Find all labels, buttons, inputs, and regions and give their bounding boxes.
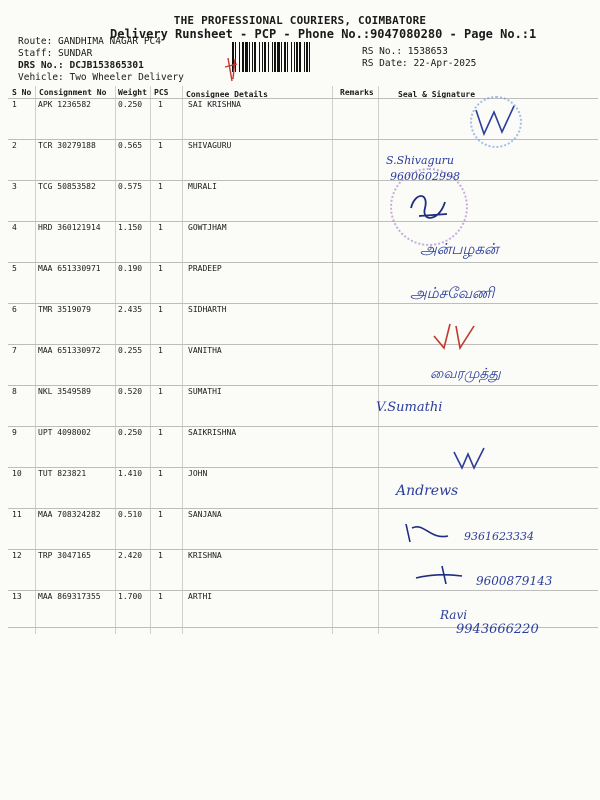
signature-row-10: Andrews (396, 483, 459, 499)
row-pcs: 1 (158, 182, 163, 191)
row-consignee: MURALI (188, 182, 217, 191)
row-pcs: 1 (158, 510, 163, 519)
row-pcs: 1 (158, 592, 163, 601)
row-divider (8, 221, 598, 222)
row-consignment-no: MAA 651330971 (38, 264, 101, 273)
handwritten-mark-icon (222, 55, 246, 85)
signature-row-13-name: Ravi (440, 608, 468, 622)
signature-row-13-phone: 9943666220 (456, 622, 539, 637)
row-pcs: 1 (158, 264, 163, 273)
row-pcs: 1 (158, 469, 163, 478)
row-divider (8, 385, 598, 386)
row-consignee: PRADEEP (188, 264, 222, 273)
row-weight: 1.410 (118, 469, 143, 478)
row-consignee: SAIKRISHNA (188, 428, 237, 437)
rs-number: RS No.: 1538653 (362, 46, 448, 57)
row-pcs: 1 (158, 223, 163, 232)
row-weight: 0.255 (118, 346, 143, 355)
row-consignee: SAI KRISHNA (188, 100, 241, 109)
signature-row-11-phone: 9361623334 (464, 530, 534, 543)
row-sno: 11 (12, 510, 22, 519)
row-consignee: GOWTJHAM (188, 223, 227, 232)
row-pcs: 1 (158, 551, 163, 560)
row-consignment-no: TCR 30279188 (38, 141, 96, 150)
row-consignee: SHIVAGURU (188, 141, 232, 150)
row-divider (8, 549, 598, 550)
row-consignment-no: TUT 823821 (38, 469, 87, 478)
row-divider (8, 508, 598, 509)
column-consignment: Consignment No (39, 88, 107, 97)
row-pcs: 1 (158, 141, 163, 150)
signature-row-11-mark (400, 518, 460, 548)
row-sno: 9 (12, 428, 17, 437)
row-sno: 4 (12, 223, 17, 232)
row-weight: 0.565 (118, 141, 143, 150)
row-pcs: 1 (158, 428, 163, 437)
drs-number: DRS No.: DCJB153865301 (18, 60, 144, 71)
row-consignment-no: APK 1236582 (38, 100, 91, 109)
rs-date: RS Date: 22-Apr-2025 (362, 58, 477, 69)
route-label: Route: GANDHIMA NAGAR PC4 (18, 36, 161, 47)
row-weight: 2.435 (118, 305, 143, 314)
row-consignment-no: HRD 360121914 (38, 223, 101, 232)
row-consignee: SANJANA (188, 510, 222, 519)
signature-row-12-phone: 9600879143 (476, 574, 553, 588)
row-pcs: 1 (158, 100, 163, 109)
signature-row-8: V.Sumathi (376, 400, 443, 415)
row-consignment-no: TMR 3519079 (38, 305, 91, 314)
row-consignee: SIDHARTH (188, 305, 227, 314)
signature-row-9 (450, 444, 490, 474)
row-sno: 10 (12, 469, 22, 478)
signature-row-7: வைரமுத்து (430, 366, 501, 382)
row-sno: 12 (12, 551, 22, 560)
row-consignment-no: TCG 50853582 (38, 182, 96, 191)
row-consignee: JOHN (188, 469, 208, 478)
row-divider (8, 262, 598, 263)
signature-row-6 (430, 318, 490, 354)
row-weight: 1.700 (118, 592, 143, 601)
column-pcs: PCS (154, 88, 169, 97)
row-weight: 0.190 (118, 264, 143, 273)
vehicle-label: Vehicle: Two Wheeler Delivery (18, 72, 184, 83)
row-weight: 0.510 (118, 510, 143, 519)
row-weight: 2.420 (118, 551, 143, 560)
row-sno: 3 (12, 182, 17, 191)
row-consignee: KRISHNA (188, 551, 222, 560)
signature-row-1 (470, 100, 530, 140)
row-sno: 6 (12, 305, 17, 314)
row-sno: 8 (12, 387, 17, 396)
barcode (232, 42, 354, 72)
signature-row-4: அன்பழகன் (420, 240, 499, 258)
row-divider (8, 426, 598, 427)
row-pcs: 1 (158, 346, 163, 355)
row-consignee: ARTHI (188, 592, 213, 601)
row-consignee: SUMATHI (188, 387, 222, 396)
staff-label: Staff: SUNDAR (18, 48, 93, 59)
row-divider (8, 467, 598, 468)
row-sno: 2 (12, 141, 17, 150)
row-sno: 1 (12, 100, 17, 109)
column-weight: Weight (118, 88, 147, 97)
row-weight: 0.520 (118, 387, 143, 396)
row-weight: 0.250 (118, 100, 143, 109)
row-weight: 0.250 (118, 428, 143, 437)
signature-row-12-mark (412, 560, 472, 590)
row-consignment-no: MAA 869317355 (38, 592, 101, 601)
signature-row-5: அம்சவேணி (410, 284, 495, 302)
row-divider (8, 303, 598, 304)
row-consignment-no: TRP 3047165 (38, 551, 91, 560)
column-remarks: Remarks (340, 88, 374, 97)
row-sno: 13 (12, 592, 22, 601)
row-divider (8, 344, 598, 345)
row-pcs: 1 (158, 387, 163, 396)
row-consignment-no: MAA 708324282 (38, 510, 101, 519)
row-pcs: 1 (158, 305, 163, 314)
column-consignee: Consignee Details (186, 90, 268, 99)
row-sno: 7 (12, 346, 17, 355)
row-divider (8, 590, 598, 591)
row-consignment-no: MAA 651330972 (38, 346, 101, 355)
column-seal-signature: Seal & Signature (398, 90, 476, 99)
signature-row-2-phone: 9600602998 (390, 170, 460, 183)
row-sno: 5 (12, 264, 17, 273)
row-consignment-no: NKL 3549589 (38, 387, 91, 396)
row-divider (8, 180, 598, 181)
column-sno: S No (12, 88, 32, 97)
signature-row-2-name: S.Shivaguru (386, 154, 455, 167)
runsheet-title: Delivery Runsheet - PCP - Phone No.:9047080280 - Page No.:1 (110, 27, 537, 41)
row-weight: 1.150 (118, 223, 143, 232)
row-consignment-no: UPT 4098002 (38, 428, 91, 437)
row-weight: 0.575 (118, 182, 143, 191)
row-consignee: VANITHA (188, 346, 222, 355)
signature-row-3 (405, 188, 455, 228)
company-name: THE PROFESSIONAL COURIERS, COIMBATORE (173, 14, 427, 27)
